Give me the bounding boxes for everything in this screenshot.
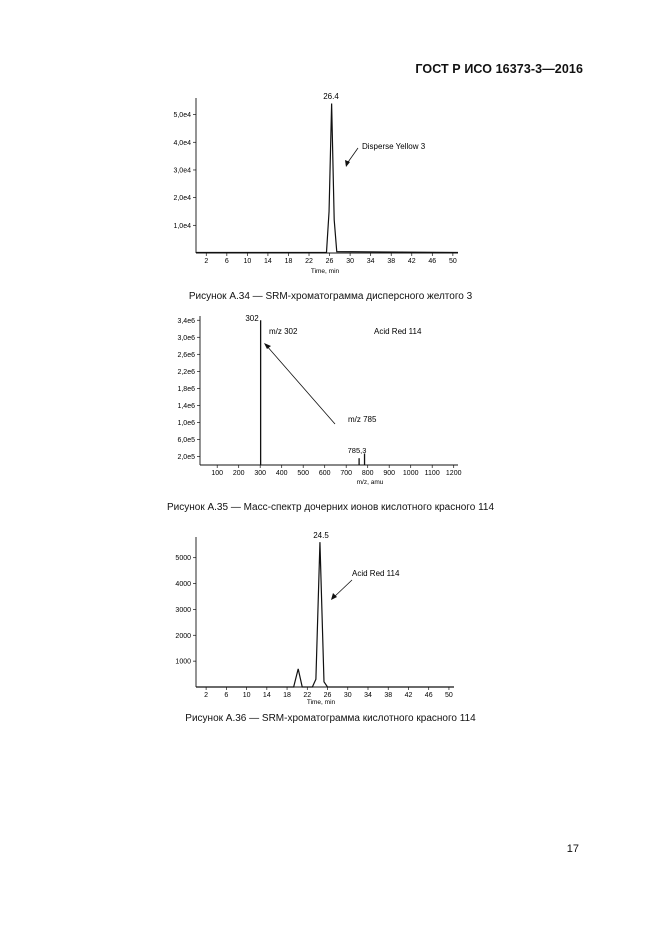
chart2-compound-label: Acid Red 114 xyxy=(374,327,422,336)
chart2-arrow xyxy=(264,343,335,424)
chart1-series-line xyxy=(196,104,458,253)
y-tick-label: 1,4e6 xyxy=(177,402,195,410)
x-tick-label: 50 xyxy=(448,258,457,265)
x-tick-label: 800 xyxy=(361,470,374,477)
chart3-series-line xyxy=(196,542,454,687)
y-tick-label: 3000 xyxy=(175,606,191,614)
x-tick-label: 30 xyxy=(346,258,355,265)
page-number: 17 xyxy=(566,843,579,855)
chart1-compound-label: Disperse Yellow 3 xyxy=(362,142,426,151)
chart1-arrow xyxy=(345,148,358,167)
document-header: ГОСТ Р ИСО 16373-3—2016 xyxy=(415,62,583,76)
y-tick-label: 2000 xyxy=(175,632,191,640)
chart3-compound-label: Acid Red 114 xyxy=(352,569,400,578)
y-tick-label: 1000 xyxy=(175,658,191,666)
y-tick-label: 2,2e6 xyxy=(177,368,195,376)
y-tick-label: 2,6e6 xyxy=(177,351,195,359)
y-tick-label: 3,4e6 xyxy=(177,317,195,325)
x-tick-label: 18 xyxy=(284,258,293,265)
figure-caption-a35: Рисунок А.35 — Масс-спектр дочерних ионов кислотного красного 114 xyxy=(166,502,495,513)
chart2-mz785-label: m/z 785 xyxy=(348,415,377,424)
y-tick-label: 6,0e5 xyxy=(177,436,195,444)
chart1-x-axis-label: Time, min xyxy=(310,268,340,275)
x-tick-label: 2 xyxy=(204,692,209,699)
chart-mass-spectrum-acid-red-114 xyxy=(0,310,661,490)
y-tick-label: 3,0e6 xyxy=(177,334,195,342)
y-tick-label: 4,0e4 xyxy=(173,139,191,147)
x-tick-label: 34 xyxy=(366,258,375,265)
x-tick-label: 600 xyxy=(318,470,331,477)
chart-srm-disperse-yellow-3 xyxy=(0,90,661,280)
x-tick-label: 46 xyxy=(424,692,433,699)
y-tick-label: 5000 xyxy=(175,555,191,563)
y-tick-label: 2,0e4 xyxy=(173,195,191,203)
x-tick-label: 38 xyxy=(387,258,396,265)
x-tick-label: 300 xyxy=(254,470,267,477)
y-tick-label: 2,0e5 xyxy=(177,453,195,461)
chart1-peak-label: 26.4 xyxy=(323,92,339,101)
y-tick-label: 1,0e6 xyxy=(177,419,195,427)
x-tick-label: 50 xyxy=(445,692,453,699)
x-tick-label: 42 xyxy=(407,258,416,265)
x-tick-label: 42 xyxy=(404,692,413,699)
x-tick-label: 30 xyxy=(343,692,352,699)
x-tick-label: 26 xyxy=(323,692,332,699)
x-tick-label: 46 xyxy=(428,258,437,265)
x-tick-label: 500 xyxy=(297,470,310,477)
x-tick-label: 38 xyxy=(384,692,393,699)
y-tick-label: 1,8e6 xyxy=(177,385,195,393)
x-tick-label: 26 xyxy=(325,258,334,265)
chart3-x-axis-label: Time, min xyxy=(306,699,336,706)
x-tick-label: 6 xyxy=(224,692,229,699)
x-tick-label: 1000 xyxy=(402,470,419,477)
x-tick-label: 18 xyxy=(283,692,291,699)
x-tick-label: 14 xyxy=(264,258,272,265)
x-tick-label: 6 xyxy=(224,258,229,265)
x-tick-label: 200 xyxy=(232,470,245,477)
x-tick-label: 900 xyxy=(383,470,396,477)
figure-caption-a34: Рисунок А.34 — SRM-хроматограмма дисперсного желтого 3 xyxy=(188,291,473,302)
x-tick-label: 10 xyxy=(242,692,251,699)
y-tick-label: 4000 xyxy=(175,581,191,589)
y-tick-label: 1,0e4 xyxy=(173,222,191,230)
x-tick-label: 34 xyxy=(364,692,372,699)
x-tick-label: 22 xyxy=(305,258,313,265)
y-tick-label: 5,0e4 xyxy=(173,112,191,120)
y-tick-label: 3,0e4 xyxy=(173,167,191,175)
chart-srm-acid-red-114 xyxy=(0,525,661,710)
x-tick-label: 22 xyxy=(303,692,312,699)
x-tick-label: 700 xyxy=(340,470,353,477)
x-tick-label: 2 xyxy=(204,258,209,265)
chart3-peak-label: 24.5 xyxy=(313,531,329,540)
chart2-peak-label-302: 302 xyxy=(245,314,259,323)
x-tick-label: 100 xyxy=(211,470,224,477)
x-tick-label: 400 xyxy=(275,470,288,477)
chart2-x-axis-label: m/z, amu xyxy=(356,479,384,486)
x-tick-label: 14 xyxy=(262,692,271,699)
figure-caption-a36: Рисунок А.36 — SRM-хроматограмма кислотного красного 114 xyxy=(185,713,476,724)
chart2-mz302-label: m/z 302 xyxy=(269,327,298,336)
chart3-arrow xyxy=(331,580,352,600)
x-tick-label: 1100 xyxy=(424,470,440,477)
x-tick-label: 1200 xyxy=(445,470,462,477)
chart2-peak-label-785: 785,3 xyxy=(347,446,367,455)
x-tick-label: 10 xyxy=(243,258,252,265)
